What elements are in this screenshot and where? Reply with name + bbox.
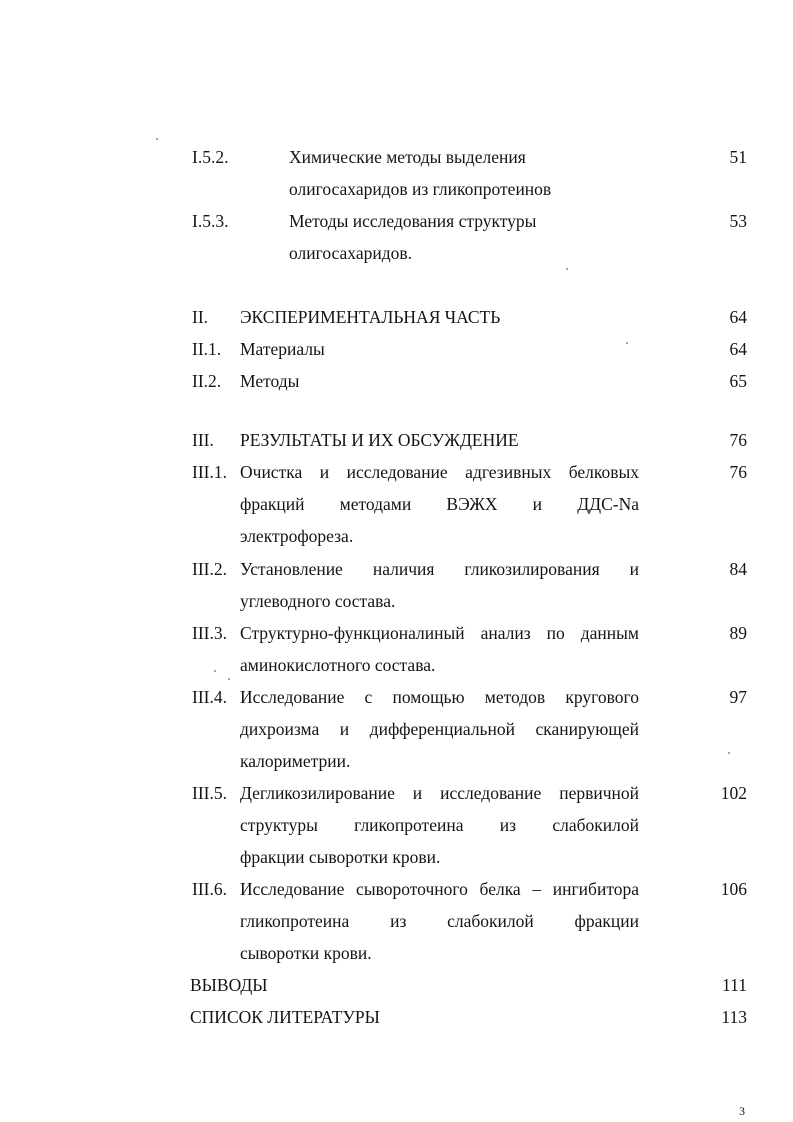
toc-title-line: фракции сыворотки крови.	[240, 847, 441, 867]
scan-speck	[214, 670, 216, 672]
toc-title	[240, 333, 640, 365]
toc-page-ref: 113	[721, 1007, 747, 1027]
toc-page-ref: 64	[729, 307, 747, 327]
page-number: 3	[739, 1104, 745, 1118]
toc-title	[190, 969, 590, 1001]
toc-title-line: РЕЗУЛЬТАТЫ И ИХ ОБСУЖДЕНИЕ	[240, 430, 519, 450]
toc-title-line: олигосахаридов.	[289, 243, 412, 263]
toc-number: II.1.	[192, 339, 222, 359]
toc-page-ref: 53	[729, 211, 747, 231]
toc-number: III.2.	[192, 559, 227, 579]
toc-title	[240, 873, 639, 969]
toc-number: II.	[192, 307, 209, 327]
toc-title-line: Очистка и исследование адгезивных белковых	[240, 462, 639, 482]
toc-number: III.5.	[192, 783, 227, 803]
toc-title-line: калориметрии.	[240, 751, 351, 771]
toc-number: III.	[192, 430, 214, 450]
toc-title-line: Структурно-функционалиный анализ по данным	[240, 623, 639, 643]
scan-speck	[626, 342, 628, 344]
toc-title-line: Установление наличия гликозилирования и	[240, 559, 639, 579]
toc-title-line: Исследование с помощью методов кругового	[240, 687, 639, 707]
toc-title-line: электрофореза.	[240, 526, 354, 546]
toc-number: II.2.	[192, 371, 222, 391]
toc-page-ref: 89	[729, 623, 747, 643]
toc-title	[240, 424, 640, 456]
toc-title	[240, 617, 639, 681]
toc-page-ref: 76	[729, 430, 747, 450]
toc-title-line: гликопротеина из слабокилой фракции	[240, 911, 639, 931]
scan-speck	[156, 138, 158, 140]
toc-title	[240, 456, 639, 552]
toc-number: III.3.	[192, 623, 227, 643]
toc-title-line: Методы	[240, 371, 300, 391]
toc-title-line: структуры гликопротеина из слабокилой	[240, 815, 639, 835]
toc-page-ref: 102	[720, 783, 747, 803]
toc-title-line: аминокислотного состава.	[240, 655, 436, 675]
toc-number: I.5.3.	[192, 211, 229, 231]
toc-title	[240, 365, 640, 397]
toc-title-line: Химические методы выделения	[289, 147, 526, 167]
toc-number: III.1.	[192, 462, 227, 482]
toc-title	[240, 777, 639, 873]
toc-page-ref: 76	[729, 462, 747, 482]
toc-title-line: дихроизма и дифференциальной сканирующей	[240, 719, 639, 739]
toc-page-ref: 97	[729, 687, 747, 707]
toc-title	[240, 681, 639, 777]
toc-title-line: СПИСОК ЛИТЕРАТУРЫ	[190, 1007, 380, 1027]
scan-speck	[228, 678, 230, 680]
toc-title-line: Материалы	[240, 339, 325, 359]
toc-title-line: Дегликозилирование и исследование первичной	[240, 783, 639, 803]
toc-title	[190, 1001, 590, 1033]
toc-title-line: Исследование сывороточного белка – ингибитора	[240, 879, 639, 899]
toc-page-ref: 84	[729, 559, 747, 579]
toc-title-line: Методы исследования структуры	[289, 211, 537, 231]
toc-page-ref: 106	[720, 879, 747, 899]
toc-page-ref: 64	[729, 339, 747, 359]
scan-speck	[566, 268, 568, 270]
toc-title-line: сыворотки крови.	[240, 943, 372, 963]
toc-page-ref: 111	[722, 975, 747, 995]
toc-number: III.4.	[192, 687, 227, 707]
toc-page-ref: 51	[729, 147, 747, 167]
scan-speck	[728, 752, 730, 754]
toc-title-line: углеводного состава.	[240, 591, 396, 611]
toc-title-line: фракций методами ВЭЖХ и ДДС-Na	[240, 494, 639, 514]
toc-number: I.5.2.	[192, 147, 229, 167]
toc-title	[289, 205, 619, 269]
toc-title-line: ЭКСПЕРИМЕНТАЛЬНАЯ ЧАСТЬ	[240, 307, 501, 327]
toc-title-line: ВЫВОДЫ	[190, 975, 268, 995]
toc-title-line: олигосахаридов из гликопротеинов	[289, 179, 552, 199]
toc-title	[240, 301, 640, 333]
toc-number: III.6.	[192, 879, 227, 899]
toc-title	[289, 141, 619, 205]
toc-title	[240, 553, 639, 617]
toc-page-ref: 65	[729, 371, 747, 391]
